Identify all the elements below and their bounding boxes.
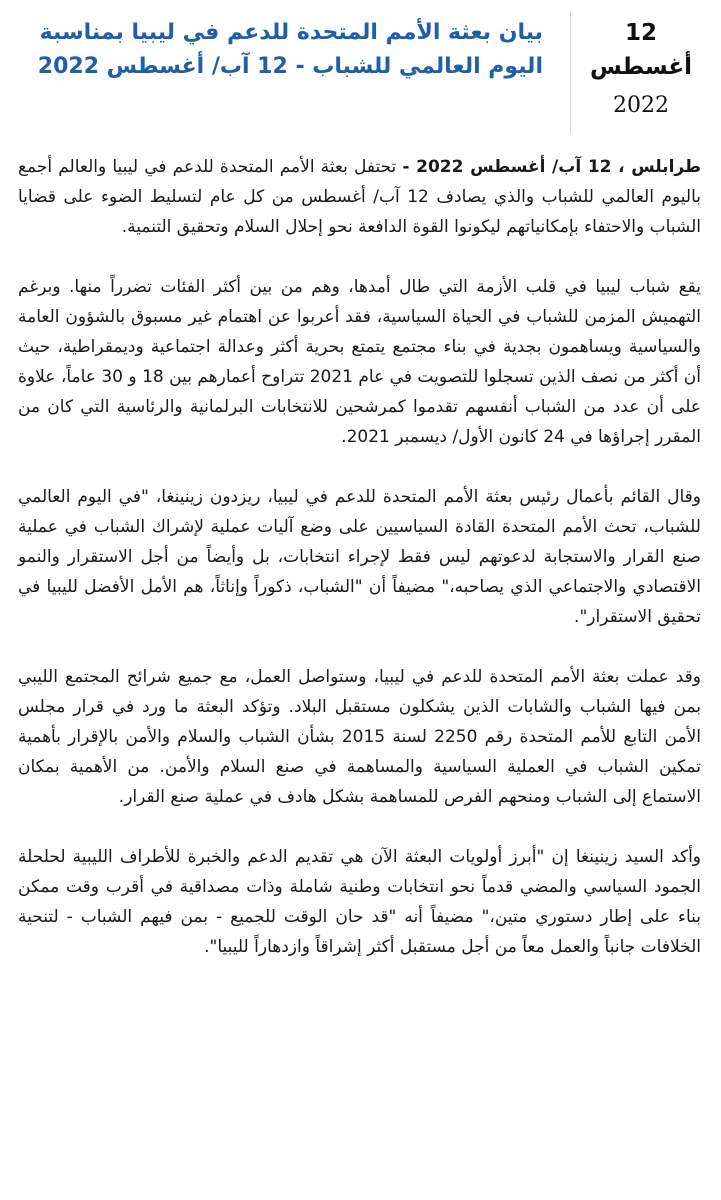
- article-body: [18, 152, 701, 992]
- article-header: [0, 12, 721, 132]
- date-year: 2022: [613, 93, 669, 118]
- paragraph-1-text: تحتفل بعثة الأمم المتحدة للدعم في ليبيا والعالم أجمع باليوم العالمي للشباب والذي يصادف 12 آب/ أغسطس من كل عام لتسليط الضوء على قضايا الشباب والاحتفاء بإمكانياتهم ليكونوا القوة الدافعة نحو إحلال السلام وتحقيق التنمية.: [18, 157, 701, 237]
- date-block: [581, 16, 701, 122]
- paragraph-3: وقال القائم بأعمال رئيس بعثة الأمم المتحدة للدعم في ليبيا، ريزدون زينينغا، "في اليوم العالمي للشباب، تحث الأمم المتحدة القادة السياسيين على وضع آليات عملية لإشراك الشباب في عملية صنع القرار والاستجابة لدعوتهم ليس فقط لإجراء انتخابات، بل وأيضاً من أجل الاستقرار والنمو الاقتصادي والاجتماعي الذي يصاحبه،" مضيفاً أن "الشباب، ذكوراً وإناثاً، هم الأمل الأفضل لليبيا في تحقيق الاستقرار".: [18, 487, 701, 627]
- paragraph-5: وأكد السيد زينينغا إن "أبرز أولويات البعثة الآن هي تقديم الدعم والخبرة للأطراف الليبية لحلحلة الجمود السياسي والمضي قدماً نحو انتخابات وطنية شاملة وذات مصداقية في أقرب وقت ممكن بناء على إطار دستوري متين،" مضيفاً أنه "قد حان الوقت للجميع - بمن فيهم الشباب - لتنحية الخلافات جانباً والعمل معاً من أجل مستقبل أكثر إشراقاً وازدهاراً لليبيا".: [18, 847, 701, 957]
- article-title[interactable]: بيان بعثة الأمم المتحدة للدعم في ليبيا بمناسبة اليوم العالمي للشباب - 12 آب/ أغسطس 2022: [37, 20, 543, 79]
- paragraph-4: وقد عملت بعثة الأمم المتحدة للدعم في ليبيا، وستواصل العمل، مع جميع شرائح المجتمع الليبي بمن فيها الشباب والشابات الذين يشكلون مستقبل البلاد. وتؤكد البعثة ما ورد في قرار مجلس الأمن التابع للأمم المتحدة رقم 2250 لسنة 2015 بشأن الشباب والسلام والأمن بالإقرار بأهمية تمكين الشباب في العملية السياسية والمساهمة في صنع السلام والأمن. من الأهمية بمكان الاستماع إلى الشباب ومنحهم الفرص للمساهمة بشكل هادف في عملية صنع القرار.: [18, 667, 701, 807]
- dateline: طرابلس ، 12 آب/ أغسطس 2022 -: [402, 157, 701, 177]
- header-divider: [570, 12, 571, 134]
- paragraph-1: [18, 152, 701, 242]
- date-day-month: 12 أغسطس: [590, 20, 692, 80]
- paragraph-2: يقع شباب ليبيا في قلب الأزمة التي طال أمدها، وهم من بين أكثر الفئات تضرراً منها. وبرغم التهميش المزمن للشباب في الحياة السياسية، فقد أعربوا عن اهتمام غير مسبوق بالشؤون العامة والسياسية ويساهمون بجدية في بناء مجتمع يتمتع بحرية أكثر وعدالة اجتماعية وديمقراطية، حيث أن أكثر من نصف الذين تسجلوا للتصويت في عام 2021 تتراوح أعمارهم بين 18 و 30 عاماً، علاوة على أن عدد من الشباب أنفسهم تقدموا كمرشحين للانتخابات البرلمانية والرئاسية التي كان من المقرر إجراؤها في 24 كانون الأول/ ديسمبر 2021.: [18, 277, 701, 447]
